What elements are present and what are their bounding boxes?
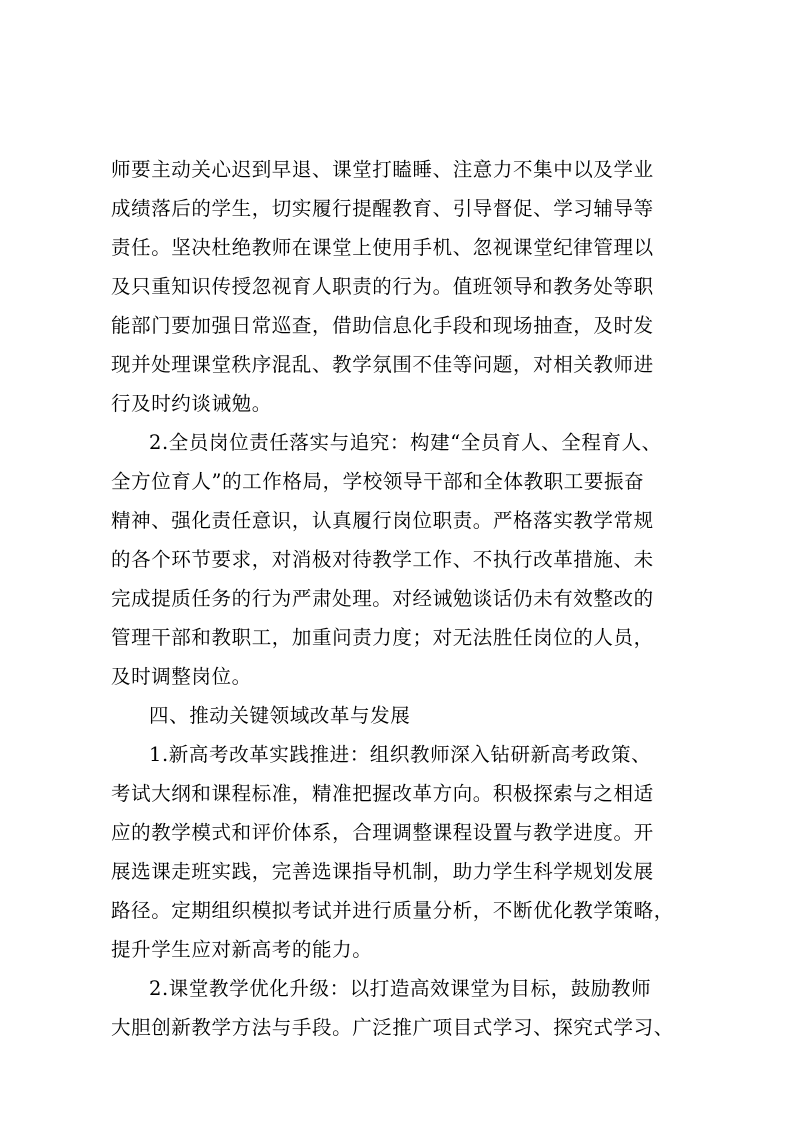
text-line: 精神、强化责任意识，认真履行岗位职责。严格落实教学常规: [111, 509, 654, 532]
text-line: 及只重知识传授忽视育人职责的行为。值班领导和教务处等职: [111, 275, 654, 298]
text-line: 路径。定期组织模拟考试并进行质量分析，不断优化教学策略，: [111, 899, 674, 922]
text-line: 现并处理课堂秩序混乱、教学氛围不佳等问题，对相关教师进: [111, 353, 654, 376]
text-line: 师要主动关心迟到早退、课堂打瞌睡、注意力不集中以及学业: [111, 158, 654, 181]
text-line: 大胆创新教学方法与手段。广泛推广项目式学习、探究式学习、: [111, 1016, 674, 1039]
text-line: 行及时约谈诫勉。: [111, 392, 272, 415]
section-heading: 四、推动关键领域改革与发展: [149, 704, 411, 727]
text-line: 展选课走班实践，完善选课指导机制，助力学生科学规划发展: [111, 860, 654, 883]
text-line: 完成提质任务的行为严肃处理。对经诫勉谈话仍未有效整改的: [111, 587, 654, 610]
text-line: 成绩落后的学生，切实履行提醒教育、引导督促、学习辅导等: [111, 197, 654, 220]
paragraph-start-line: 1.新高考改革实践推进：组织教师深入钻研新高考政策、: [149, 743, 652, 766]
text-line: 能部门要加强日常巡查，借助信息化手段和现场抽查，及时发: [111, 314, 654, 337]
text-line: 提升学生应对新高考的能力。: [111, 938, 373, 961]
text-line: 及时调整岗位。: [111, 665, 252, 688]
text-line: 考试大纲和课程标准，精准把握改革方向。积极探索与之相适: [111, 782, 654, 805]
paragraph-start-line: 2.课堂教学优化升级：以打造高效课堂为目标，鼓励教师: [149, 977, 652, 1000]
text-line: 全方位育人”的工作格局，学校领导干部和全体教职工要振奋: [111, 470, 645, 493]
text-line: 的各个环节要求，对消极对待教学工作、不执行改革措施、未: [111, 548, 654, 571]
paragraph-start-line: 2.全员岗位责任落实与追究：构建“全员育人、全程育人、: [149, 431, 662, 454]
text-line: 责任。坚决杜绝教师在课堂上使用手机、忽视课堂纪律管理以: [111, 236, 654, 259]
text-line: 管理干部和教职工，加重问责力度；对无法胜任岗位的人员，: [111, 626, 654, 649]
text-line: 应的教学模式和评价体系，合理调整课程设置与教学进度。开: [111, 821, 654, 844]
